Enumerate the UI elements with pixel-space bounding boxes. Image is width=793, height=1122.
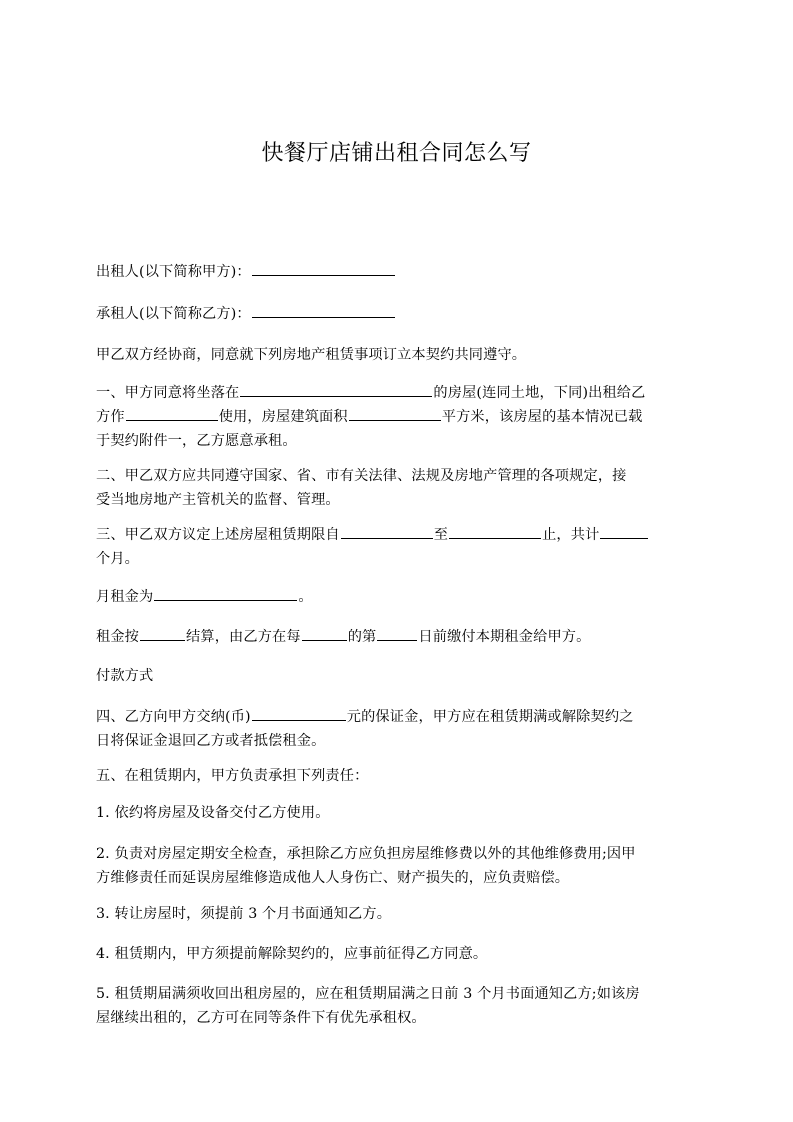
- lessee-label: 承租人(以下简称乙方)：: [96, 306, 251, 322]
- rent-text: 月租金为: [96, 589, 154, 605]
- day-blank[interactable]: [377, 626, 417, 641]
- use-blank[interactable]: [126, 406, 218, 421]
- lessor-blank[interactable]: [252, 261, 395, 276]
- item-2-text: 2. 负责对房屋定期安全检查，承担除乙方应负担房屋维修费以外的其他维修费用;因甲: [96, 846, 636, 862]
- item-2-text: 方维修责任而延误房屋维修造成他人人身伤亡、财产损失的，应负责赔偿。: [96, 870, 570, 886]
- clause-1-text: 使用，房屋建筑面积: [218, 409, 348, 425]
- clause-3-text: 个月。: [96, 551, 140, 567]
- item-5-text: 屋继续出租的，乙方可在同等条件下有优先承租权。: [96, 1010, 426, 1026]
- term-months-blank[interactable]: [600, 524, 648, 539]
- settlement-blank[interactable]: [140, 626, 185, 641]
- clause-2-text: 受当地房地产主管机关的监督、管理。: [96, 492, 340, 508]
- clause-2-text: 二、甲乙双方应共同遵守国家、省、市有关法律、法规及房地产管理的各项规定，接: [96, 468, 627, 484]
- clause-1: [96, 381, 696, 453]
- clause-3-text: 三、甲乙双方议定上述房屋租赁期限自: [96, 527, 340, 543]
- payment-text: 的第: [347, 629, 377, 645]
- clause-3: [96, 523, 696, 571]
- payment-method-text: 付款方式: [96, 668, 154, 684]
- clause-1-text: 于契约附件一，乙方愿意承租。: [96, 433, 297, 449]
- lessor-label: 出租人(以下简称甲方)：: [96, 264, 251, 280]
- item-4: [96, 942, 696, 966]
- clause-1-text: 方作: [96, 409, 125, 425]
- clause-1-text: 平方米，该房屋的基本情况已载: [441, 409, 643, 425]
- document-title: 快餐厅店铺出租合同怎么写: [261, 141, 532, 166]
- item-5: [96, 982, 696, 1030]
- item-2: [96, 842, 696, 890]
- clause-1-text: 的房屋(连同土地，下同)出租给乙: [433, 385, 646, 401]
- payment-method-line: [96, 664, 696, 688]
- item-1: [96, 801, 696, 825]
- rent-text: 。: [298, 589, 313, 605]
- clause-3-text: 止，共计: [542, 527, 600, 543]
- clause-4-text: 四、乙方向甲方交纳(币): [96, 709, 251, 725]
- period-blank[interactable]: [302, 626, 347, 641]
- term-end-blank[interactable]: [449, 524, 541, 539]
- intro-text: 甲乙双方经协商，同意就下列房地产租赁事项订立本契约共同遵守。: [96, 347, 527, 363]
- location-blank[interactable]: [240, 382, 432, 397]
- deposit-blank[interactable]: [252, 706, 346, 721]
- clause-5: [96, 764, 696, 788]
- area-blank[interactable]: [349, 406, 441, 421]
- clause-4-text: 元的保证金，甲方应在租赁期满或解除契约之: [346, 709, 634, 725]
- item-5-text: 5. 租赁期届满须收回出租房屋的，应在租赁期届满之日前 3 个月书面通知乙方;如该房: [96, 986, 640, 1002]
- clause-5-text: 五、在租赁期内，甲方负责承担下列责任：: [96, 768, 369, 784]
- rent-line: [96, 585, 696, 609]
- payment-line: [96, 625, 696, 649]
- rent-blank[interactable]: [154, 586, 297, 601]
- lessee-blank[interactable]: [252, 303, 395, 318]
- term-start-blank[interactable]: [341, 524, 433, 539]
- payment-text: 租金按: [96, 629, 140, 645]
- intro-paragraph: [96, 343, 696, 367]
- clause-4-text: 日将保证金退回乙方或者抵偿租金。: [96, 733, 326, 749]
- payment-text: 结算，由乙方在每: [186, 629, 301, 645]
- item-1-text: 1. 依约将房屋及设备交付乙方使用。: [96, 805, 330, 821]
- clause-1-text: 一、甲方同意将坐落在: [96, 385, 240, 401]
- item-4-text: 4. 租赁期内，甲方须提前解除契约的，应事前征得乙方同意。: [96, 946, 488, 962]
- lessor-line: [96, 260, 696, 284]
- clause-4: [96, 705, 696, 753]
- item-3-text: 3. 转让房屋时，须提前 3 个月书面通知乙方。: [96, 906, 392, 922]
- clause-2: [96, 464, 696, 512]
- lessee-line: [96, 302, 696, 326]
- item-3: [96, 902, 696, 926]
- payment-text: 日前缴付本期租金给甲方。: [418, 629, 591, 645]
- clause-3-text: 至: [433, 527, 449, 543]
